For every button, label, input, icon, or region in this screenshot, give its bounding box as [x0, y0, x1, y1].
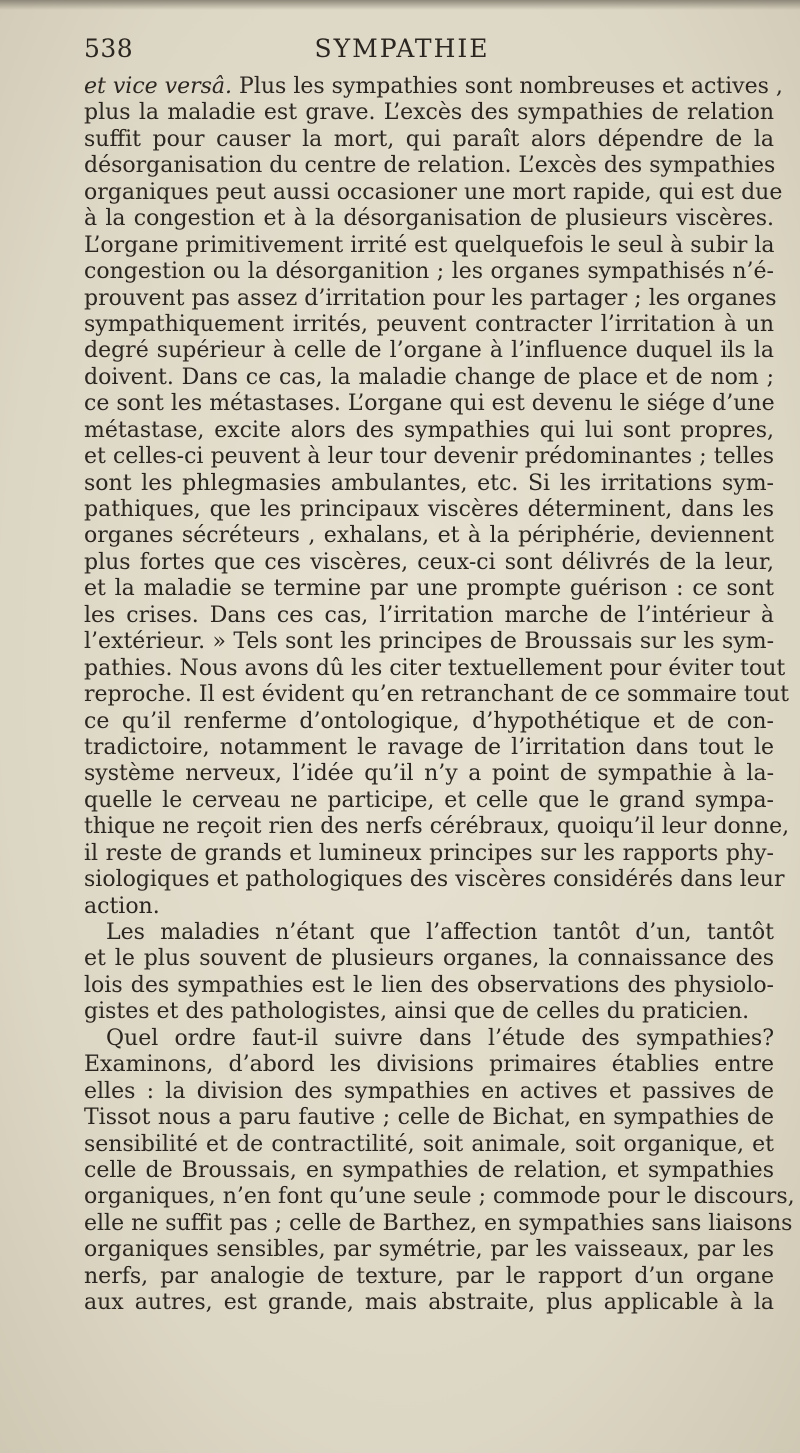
text-line	[84, 867, 785, 893]
text-line	[84, 576, 774, 602]
text-line	[84, 1290, 774, 1316]
running-title: SYMPATHIE	[314, 34, 490, 63]
line-text: celle de Broussais, en sympathies de relation, et sympathies	[84, 1157, 774, 1183]
text-line	[84, 1158, 774, 1184]
line-text: et celles-ci peuvent à leur tour devenir prédominantes ; telles	[84, 444, 774, 470]
text-line	[84, 153, 774, 179]
line-text: les crises. Dans ces cas, l’irritation marche de l’intérieur à	[84, 602, 774, 628]
line-text: pathiques, que les principaux viscères déterminent, dans les	[84, 497, 774, 522]
text-line	[84, 444, 774, 470]
line-text: et la maladie se termine par une prompte guérison : ce sont	[84, 576, 774, 602]
line-text: ce qu’il renferme d’ontologique, d’hypothétique et de con-	[84, 708, 774, 734]
text-line	[84, 629, 774, 655]
line-text: tradictoire, notamment le ravage de l’irritation dans tout le	[84, 734, 774, 760]
body-text	[84, 74, 795, 1317]
text-line	[84, 1105, 774, 1131]
line-text: Plus les sympathies sont nombreuses et actives ,	[232, 74, 783, 99]
line-text: sont les phlegmasies ambulantes, etc. Si les irritations sym-	[84, 470, 774, 496]
line-text: Tissot nous a paru fautive ; celle de Bichat, en sympathies de	[84, 1105, 774, 1131]
text-line	[84, 709, 774, 735]
text-line	[84, 1026, 774, 1052]
line-text: plus fortes que ces viscères, ceux-ci sont délivrés de la leur,	[84, 549, 774, 575]
text-line	[84, 1132, 774, 1158]
line-text: siologiques et pathologiques des viscères considérés dans leur	[84, 867, 785, 893]
text-line	[84, 1184, 795, 1210]
text-line	[84, 1052, 774, 1078]
line-text: organes sécréteurs , exhalans, et à la périphérie, deviennent	[84, 523, 774, 549]
line-text: doivent. Dans ce cas, la maladie change de place et de nom ;	[84, 364, 774, 390]
line-text: l’extérieur. » Tels sont les principes de Broussais sur les sym-	[84, 629, 774, 655]
text-line	[84, 788, 774, 814]
line-text: L’organe primitivement irrité est quelquefois le seul à subir la	[84, 232, 775, 258]
line-text: elles : la division des sympathies en actives et passives de	[84, 1078, 774, 1104]
text-line	[84, 391, 774, 417]
line-text: organiques sensibles, par symétrie, par les vaisseaux, par les	[84, 1237, 774, 1263]
text-line	[84, 761, 774, 787]
text-line	[84, 920, 774, 946]
text-line	[84, 365, 774, 391]
text-line	[84, 206, 774, 232]
line-text: système nerveux, l’idée qu’il n’y a point de sympathie à la-	[84, 761, 774, 787]
text-line	[84, 312, 774, 338]
text-line	[84, 603, 774, 629]
text-line	[84, 894, 774, 920]
line-text: plus la maladie est grave. L’excès des sympathies de relation	[84, 100, 774, 126]
line-text: désorganisation du centre de relation. L’excès des sympathies	[84, 153, 776, 179]
line-text: lois des sympathies est le lien des observations des physiolo-	[84, 972, 774, 998]
text-line	[84, 285, 777, 312]
line-text: Les maladies n’étant que l’affection tantôt d’un, tantôt	[106, 920, 774, 945]
text-line	[84, 418, 774, 444]
line-text: suffit pour causer la mort, qui paraît alors dépendre de la	[84, 126, 774, 152]
text-line	[84, 999, 774, 1025]
line-text: Examinons, d’abord les divisions primaires établies entre	[84, 1052, 774, 1078]
line-text: nerfs, par analogie de texture, par le rapport d’un organe	[84, 1263, 774, 1289]
text-line	[84, 100, 774, 126]
text-line	[84, 735, 774, 761]
text-line	[84, 841, 774, 867]
text-line	[84, 814, 790, 840]
line-text: organiques, n’en font qu’une seule ; commode pour le discours,	[84, 1184, 795, 1210]
text-line	[84, 338, 774, 364]
text-line	[84, 74, 783, 100]
page-number: 538	[84, 34, 134, 63]
text-line	[84, 1079, 774, 1105]
line-text: gistes et des pathologistes, ainsi que de celles du praticien.	[84, 999, 750, 1025]
line-text: il reste de grands et lumineux principes sur les rapports phy-	[84, 840, 774, 866]
text-line	[84, 259, 774, 285]
text-line	[84, 946, 774, 972]
line-text: ce sont les métastases. L’organe qui est devenu le siége d’une	[84, 391, 775, 417]
text-line	[84, 1264, 774, 1290]
text-line	[84, 497, 774, 523]
line-text: action.	[84, 893, 160, 919]
line-text: quelle le cerveau ne participe, et celle que le grand sympa-	[84, 787, 774, 813]
line-text: thique ne reçoit rien des nerfs cérébraux, quoiqu’il leur donne,	[84, 814, 790, 840]
line-text: organiques peut aussi occasioner une mort rapide, qui est due	[84, 179, 783, 205]
page-top-edge	[0, 0, 800, 10]
text-line	[84, 973, 774, 999]
text-line	[84, 471, 774, 497]
text-line	[84, 127, 774, 153]
text-line	[84, 655, 786, 682]
line-text: métastase, excite alors des sympathies qui lui sont propres,	[84, 417, 774, 443]
line-text: sensibilité et de contractilité, soit animale, soit organique, et	[84, 1131, 774, 1157]
page-header	[72, 34, 732, 68]
line-text: aux autres, est grande, mais abstraite, plus applicable à la	[84, 1290, 774, 1316]
line-text: à la congestion et à la désorganisation de plusieurs viscères.	[84, 206, 774, 232]
line-text: sympathiquement irrités, peuvent contracter l’irritation à un	[84, 311, 774, 337]
text-line	[84, 179, 783, 206]
line-text: Quel ordre faut-il suivre dans l’étude des sympathies?	[106, 1025, 774, 1051]
line-text: prouvent pas assez d’irritation pour les partager ; les organes	[84, 285, 777, 311]
text-line	[84, 233, 774, 259]
text-line	[84, 1210, 793, 1237]
line-text: pathies. Nous avons dû les citer textuellement pour éviter tout	[84, 655, 786, 681]
line-text: congestion ou la désorganition ; les organes sympathisés n’é-	[84, 259, 774, 285]
text-line	[84, 1237, 774, 1263]
line-text: degré supérieur à celle de l’organe à l’influence duquel ils la	[84, 338, 774, 364]
italic-phrase: et vice versâ.	[84, 74, 233, 99]
text-line	[84, 682, 790, 708]
line-text: et le plus souvent de plusieurs organes, la connaissance des	[84, 946, 774, 972]
line-text: elle ne suffit pas ; celle de Barthez, en sympathies sans liaisons	[84, 1210, 793, 1236]
text-line	[84, 523, 774, 549]
text-line	[84, 550, 774, 576]
line-text: reproche. Il est évident qu’en retranchant de ce sommaire tout	[84, 682, 790, 708]
